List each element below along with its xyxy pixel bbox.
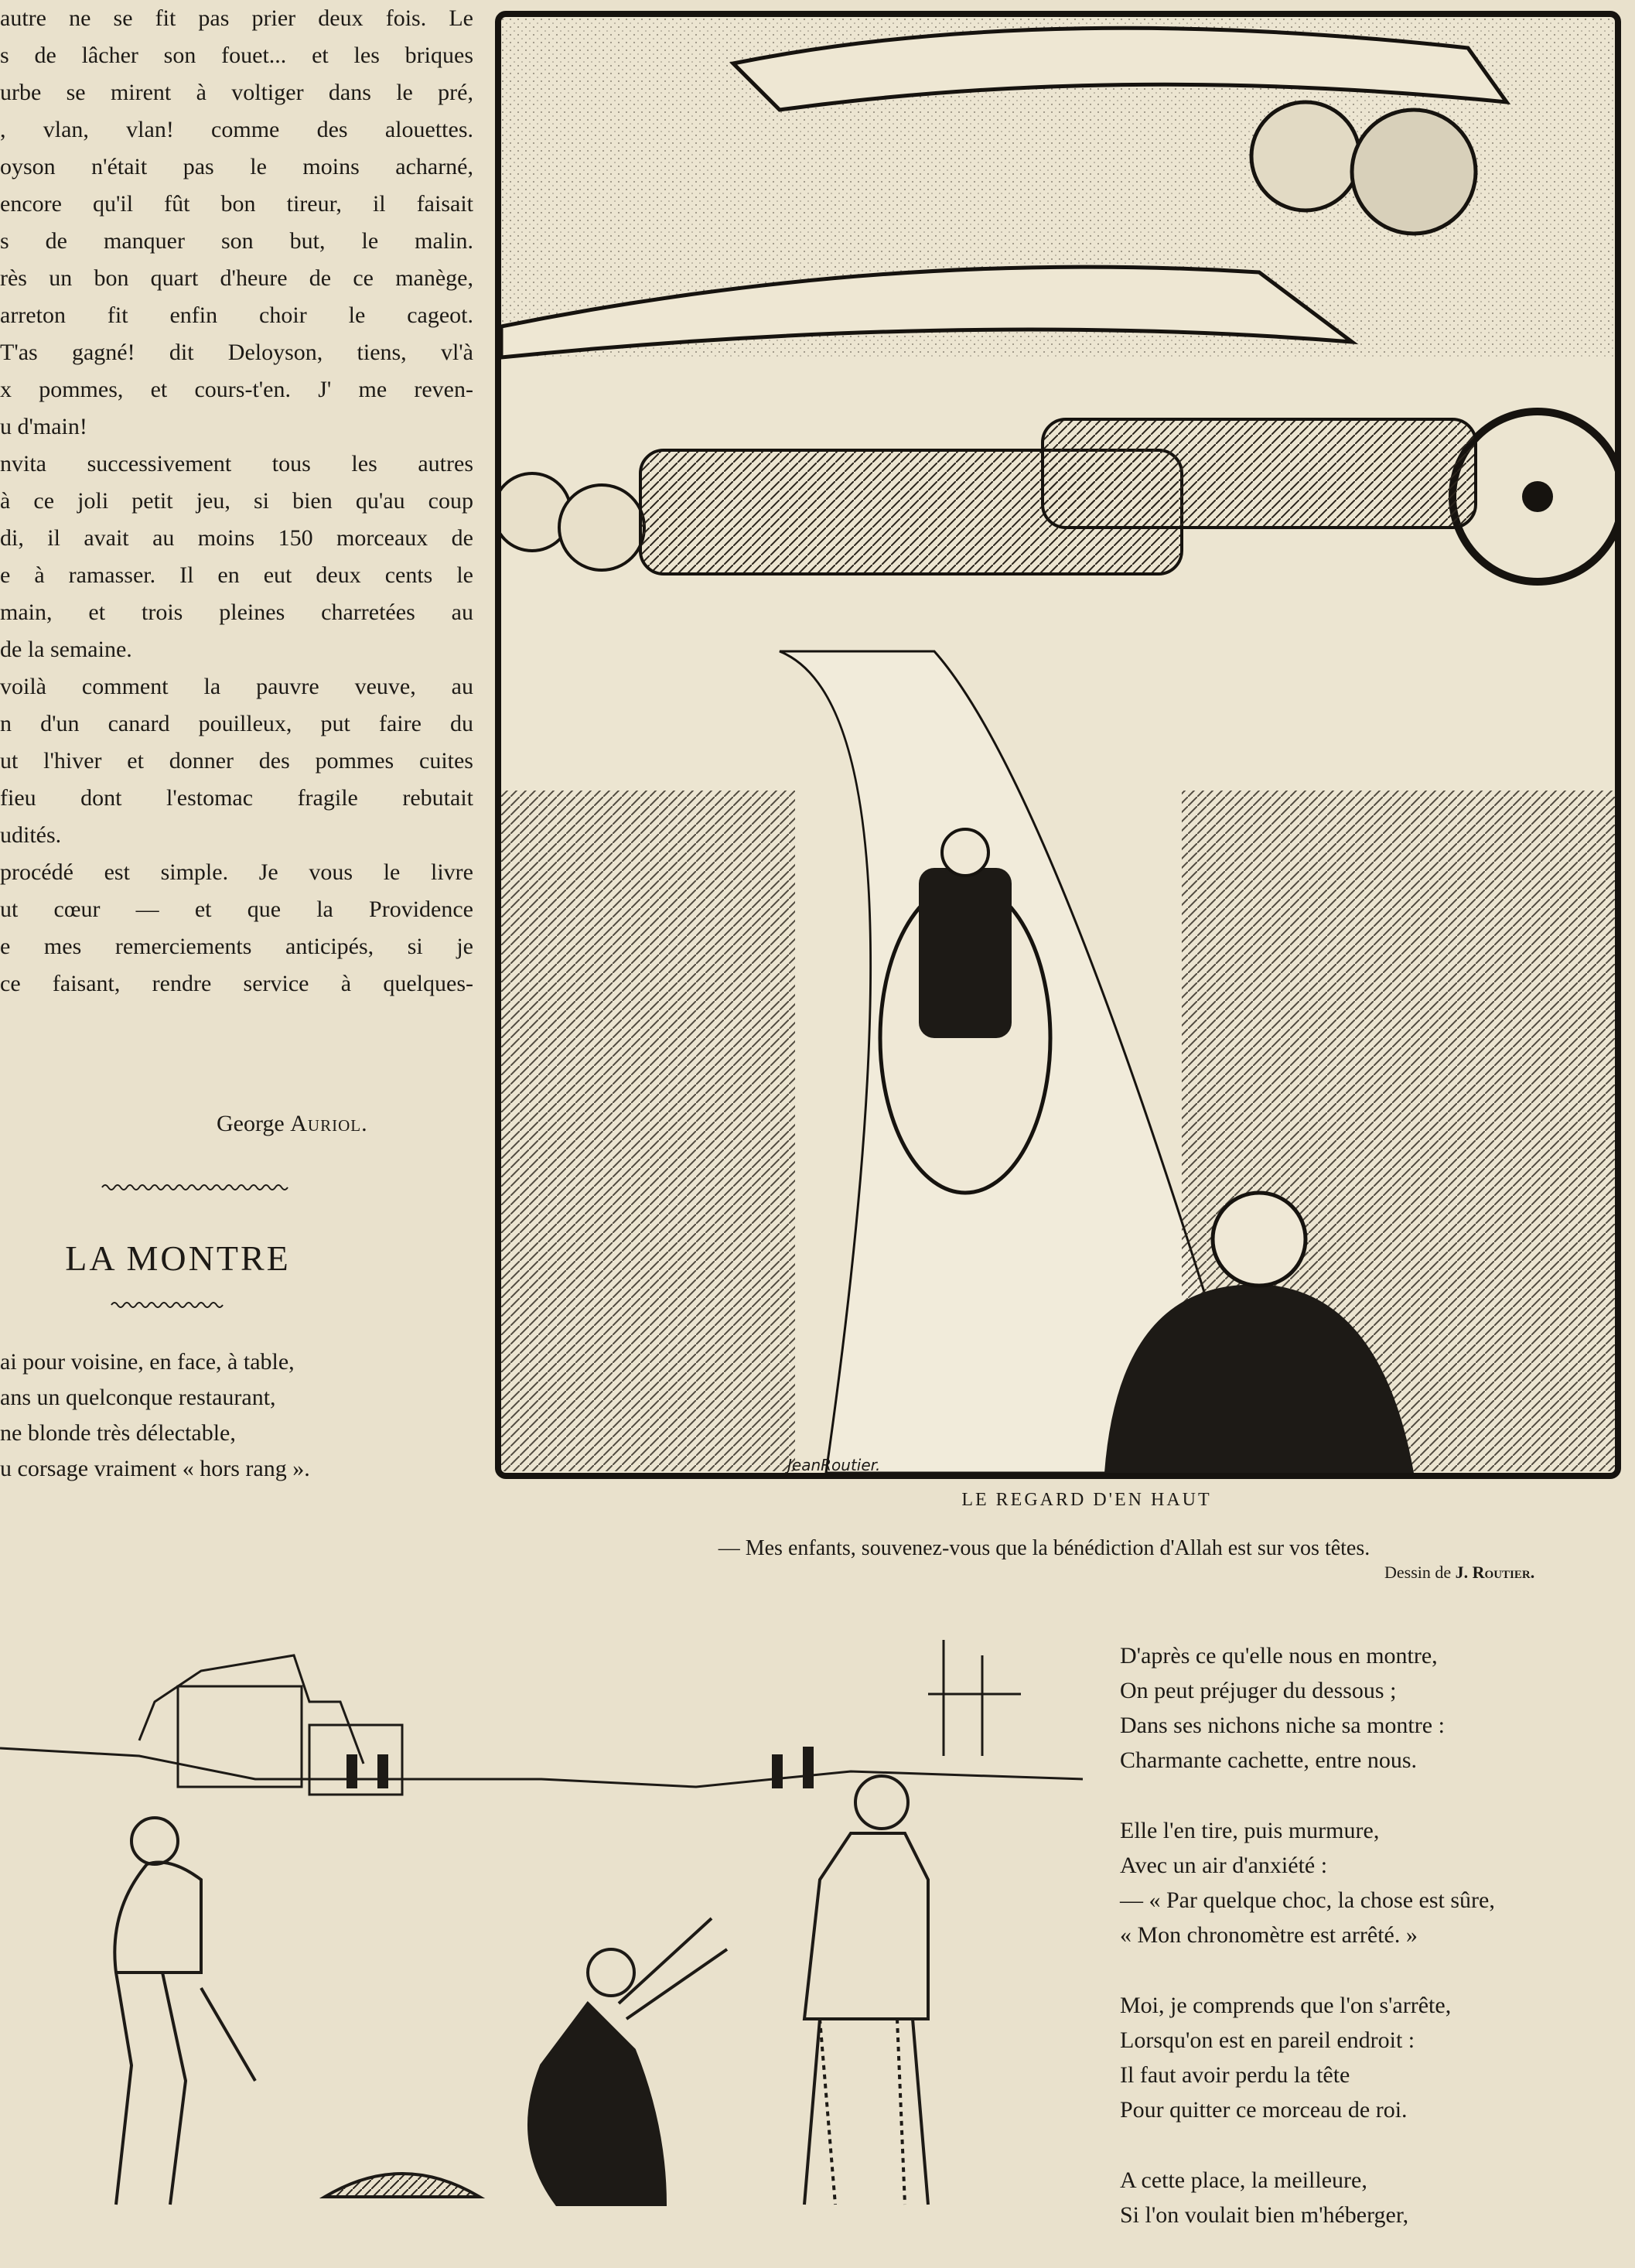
section-title: LA MONTRE bbox=[65, 1238, 291, 1278]
prose-line: rès un bon quart d'heure de ce manège, bbox=[0, 265, 473, 291]
prose-line: di, il avait au moins 150 morceaux de bbox=[0, 525, 473, 551]
bottom-sketch bbox=[0, 1586, 1098, 2231]
poem-line: A cette place, la meilleure, bbox=[1120, 2167, 1367, 2193]
poem-line: ans un quelconque restaurant, bbox=[0, 1385, 276, 1410]
poem-line: Avec un air d'anxiété : bbox=[1120, 1853, 1328, 1878]
poem-stanza bbox=[1120, 1638, 1635, 1778]
prose-line: T'as gagné! dit Deloyson, tiens, vl'à bbox=[0, 340, 473, 365]
poem-stanza bbox=[1120, 1813, 1635, 1952]
prose-line: oyson n'était pas le moins acharné, bbox=[0, 154, 473, 179]
prose-line: encore qu'il fût bon tireur, il faisait bbox=[0, 191, 473, 217]
ornamental-rule-bottom bbox=[110, 1300, 226, 1310]
woman-kneeling bbox=[325, 1918, 727, 2205]
prose-line: de la semaine. bbox=[0, 637, 132, 662]
prose-line: urbe se mirent à voltiger dans le pré, bbox=[0, 80, 473, 105]
aviator-figure bbox=[1251, 102, 1360, 210]
prose-line: arreton fit enfin choir le cageot. bbox=[0, 302, 473, 328]
poem-line: Lorsqu'on est en pareil endroit : bbox=[1120, 2027, 1415, 2053]
prose-line: x pommes, et cours-t'en. J' me reven- bbox=[0, 377, 473, 402]
poem-line: Charmante cachette, entre nous. bbox=[1120, 1747, 1417, 1773]
poem-line: u corsage vraiment « hors rang ». bbox=[0, 1456, 310, 1481]
signature-first-name: George bbox=[217, 1111, 285, 1136]
signature-last-name: Auriol. bbox=[290, 1111, 368, 1136]
illustration-caption-text: — Mes enfants, souvenez-vous que la bénédiction d'Allah est sur vos têtes. bbox=[718, 1536, 1370, 1560]
man-with-cane bbox=[114, 1818, 255, 2205]
prose-line: udités. bbox=[0, 822, 62, 848]
author-signature bbox=[217, 1111, 368, 1137]
prose-line: e mes remerciements anticipés, si je bbox=[0, 934, 473, 959]
town-silhouette bbox=[0, 1640, 1083, 1795]
right-poem bbox=[1120, 1638, 1635, 2268]
poem-line: Si l'on voulait bien m'héberger, bbox=[1120, 2202, 1409, 2228]
prose-line: nvita successivement tous les autres bbox=[0, 451, 473, 476]
credit-prefix: Dessin de bbox=[1384, 1563, 1452, 1582]
poem-line: Dans ses nichons niche sa montre : bbox=[1120, 1713, 1445, 1738]
illustration-drawing bbox=[501, 17, 1615, 1473]
ornamental-rule-top bbox=[101, 1182, 294, 1193]
prose-line: ce faisant, rendre service à quelques- bbox=[0, 971, 473, 996]
credit-name: J. Routier. bbox=[1455, 1563, 1535, 1582]
prose-line: procédé est simple. Je vous le livre bbox=[0, 859, 473, 885]
prose-line: s de lâcher son fouet... et les briques bbox=[0, 43, 473, 68]
poem-stanza bbox=[1120, 2163, 1635, 2232]
prose-text bbox=[0, 0, 473, 1002]
soldiers-left-row bbox=[501, 791, 795, 1471]
prose-line: à ce joli petit jeu, si bien qu'au coup bbox=[0, 488, 473, 514]
poem-line: On peut préjuger du dessous ; bbox=[1120, 1678, 1397, 1703]
aviator-figure-2 bbox=[1352, 110, 1476, 234]
prose-line: main, et trois pleines charretées au bbox=[0, 599, 473, 625]
poem-line: — « Par quelque choc, la chose est sûre, bbox=[1120, 1887, 1495, 1913]
poem-stanza bbox=[1120, 1988, 1635, 2127]
artillery-convoy bbox=[501, 419, 1476, 574]
poem-line: Elle l'en tire, puis murmure, bbox=[1120, 1818, 1380, 1843]
poem-line: D'après ce qu'elle nous en montre, bbox=[1120, 1643, 1438, 1669]
artist-signature: JeanRoutier. bbox=[787, 1456, 881, 1474]
illustration-caption-title: LE REGARD D'EN HAUT bbox=[961, 1490, 1212, 1510]
prose-line: fieu dont l'estomac fragile rebutait bbox=[0, 785, 473, 811]
man-walking bbox=[804, 1776, 928, 2205]
poem-line: ne blonde très délectable, bbox=[0, 1420, 236, 1446]
wheel-hub bbox=[1522, 481, 1553, 512]
rider-head bbox=[942, 829, 988, 876]
prose-line: , vlan, vlan! comme des alouettes. bbox=[0, 117, 473, 142]
prose-line: e à ramasser. Il en eut deux cents le bbox=[0, 562, 473, 588]
prose-line: n d'un canard pouilleux, put faire du bbox=[0, 711, 473, 736]
poem-line: « Mon chronomètre est arrêté. » bbox=[1120, 1922, 1418, 1948]
main-illustration bbox=[495, 11, 1621, 1479]
prose-line: autre ne se fit pas prier deux fois. Le bbox=[0, 5, 473, 31]
poem-line: Moi, je comprends que l'on s'arrête, bbox=[1120, 1993, 1452, 2018]
poem-line: Il faut avoir perdu la tête bbox=[1120, 2062, 1350, 2088]
prose-line: voilà comment la pauvre veuve, au bbox=[0, 674, 473, 699]
officer-head bbox=[1213, 1193, 1306, 1286]
poem-line: Pour quitter ce morceau de roi. bbox=[1120, 2097, 1408, 2123]
prose-line: s de manquer son but, le malin. bbox=[0, 228, 473, 254]
poem-line: ai pour voisine, en face, à table, bbox=[0, 1349, 295, 1375]
illustration-credit bbox=[1384, 1563, 1534, 1583]
left-poem bbox=[0, 1344, 310, 1487]
prose-line: ut cœur — et que la Providence bbox=[0, 897, 473, 922]
prose-line: u d'main! bbox=[0, 414, 87, 439]
prose-line: ut l'hiver et donner des pommes cuites bbox=[0, 748, 473, 774]
rider-sultan bbox=[919, 868, 1012, 1038]
